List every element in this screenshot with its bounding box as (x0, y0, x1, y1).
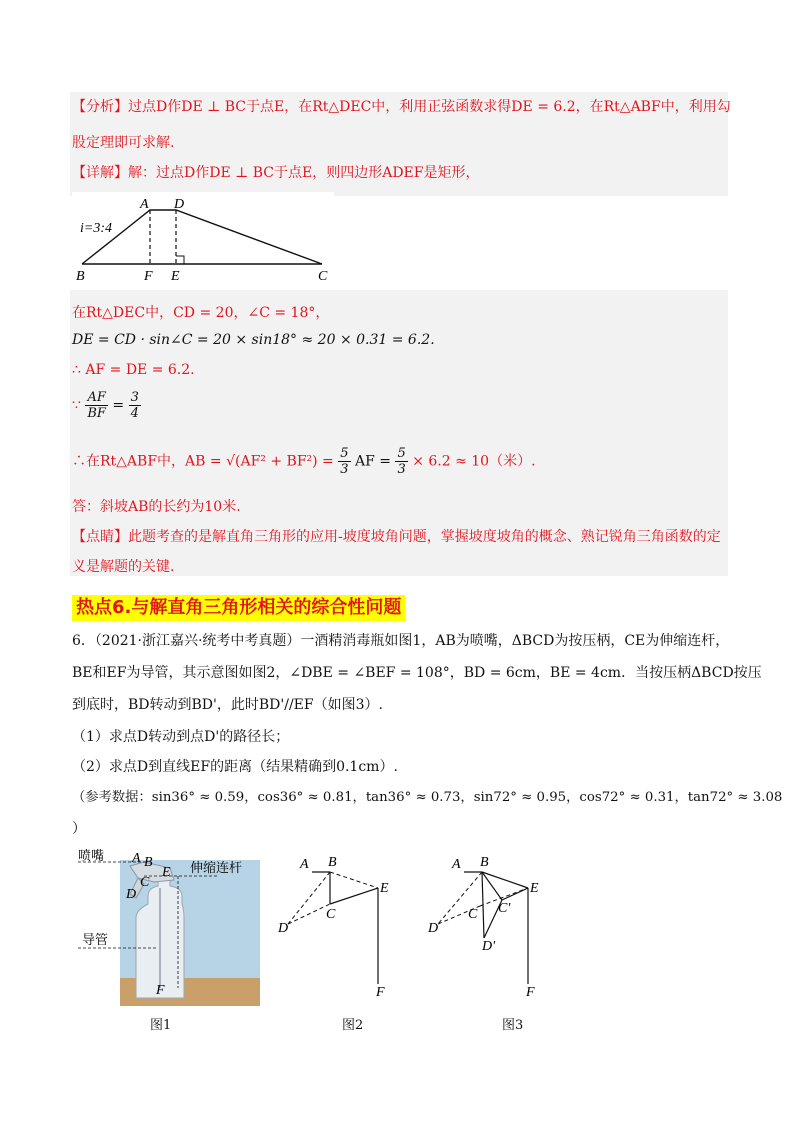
trapezoid-figure (72, 192, 334, 284)
trap-label-F: F (144, 269, 153, 284)
comment-line-2: 义是解题的关键. (72, 559, 175, 575)
frac-4: 4 (130, 406, 139, 421)
analysis-line-2: 股定理即可求解. (72, 135, 175, 151)
trap-label-A: A (140, 197, 149, 212)
fig3-label-C: C (468, 907, 478, 922)
fig3-label-A: A (452, 857, 461, 872)
fig1-label-E: E (162, 865, 171, 880)
fig3-label-B: B (480, 855, 489, 870)
frac-5a: 5 (340, 446, 349, 461)
figure-2-caption: 图2 (342, 1018, 364, 1033)
question-1: （1）求点D转动到点D'的路径长； (72, 729, 290, 745)
frac-5-3-b (395, 446, 407, 477)
frac-af: AF (85, 390, 108, 406)
answer-line: 答：斜坡AB的长约为10米. (72, 499, 241, 515)
figure-1-bottle (78, 848, 278, 1008)
trap-label-B: B (76, 269, 85, 284)
problem-line-3: 到底时，BD转动到BD'，此时BD'//EF（如图3）. (72, 697, 383, 713)
frac-af-bf (85, 390, 108, 421)
section-title: 热点6.与解直角三角形相关的综合性问题 (72, 595, 405, 621)
step-4-eq: = (112, 397, 125, 414)
fig3-label-C-prime: C' (498, 901, 511, 916)
step-4 (72, 390, 141, 421)
slope-label: i=3:4 (80, 221, 112, 236)
step-5 (72, 446, 536, 477)
fig2-label-E: E (380, 881, 389, 896)
figure-2-diagram (272, 852, 402, 1002)
fig1-label-F: F (156, 983, 165, 998)
fig3-label-D-prime: D' (482, 939, 496, 954)
step-1: 在Rt△DEC中，CD = 20，∠C = 18°， (72, 305, 330, 321)
analysis-line-1: 【分析】过点D作DE ⊥ BC于点E，在Rt△DEC中，利用正弦函数求得DE = 6.2，在Rt△ABF中，利用勾 (72, 99, 731, 115)
figure-3-caption: 图3 (502, 1018, 524, 1033)
trap-label-D: D (174, 197, 185, 212)
frac-3-4 (129, 390, 141, 421)
problem-line-2: BE和EF为导管，其示意图如图2，∠DBE = ∠BEF = 108°，BD = 6cm，BE = 4cm．当按压柄ΔBCD按压 (72, 665, 762, 681)
fig1-label-B: B (144, 855, 153, 870)
figure-1-caption: 图1 (150, 1018, 172, 1033)
step-5-tail: × 6.2 ≈ 10（米）. (412, 453, 536, 470)
step-5-mid: AF = (354, 453, 391, 470)
step-3: ∴ AF = DE = 6.2. (72, 362, 195, 378)
because-symbol: ∵ (72, 397, 81, 414)
fig1-label-A: A (132, 851, 141, 866)
trap-label-C: C (318, 269, 328, 284)
reference-data-end: ） (72, 821, 86, 837)
fig1-tube-label: 导管 (82, 933, 109, 948)
figure-3-diagram (422, 852, 562, 1002)
problem-line-1: 6．（2021·浙江嘉兴·统考中考真题）一酒精消毒瓶如图1，AB为喷嘴，ΔBCD为按压柄，CE为伸缩连杆， (72, 633, 730, 649)
fig1-label-D: D (126, 887, 137, 902)
frac-3a: 3 (340, 462, 349, 477)
fig3-label-F: F (526, 985, 535, 1000)
frac-3: 3 (130, 390, 139, 405)
fig1-rod-label: 伸缩连杆 (190, 861, 243, 876)
detail-intro: 【详解】解：过点D作DE ⊥ BC于点E，则四边形ADEF是矩形， (72, 165, 480, 181)
fig2-label-B: B (328, 855, 337, 870)
fig1-nozzle-label: 喷嘴 (78, 849, 105, 864)
fig1-label-C: C (140, 875, 150, 890)
trap-label-E: E (171, 269, 180, 284)
fig3-label-E: E (530, 881, 539, 896)
frac-3b: 3 (397, 462, 406, 477)
frac-5-3-a (338, 446, 350, 477)
step-2: DE = CD · sin∠C = 20 × sin18° ≈ 20 × 0.31 = 6.2. (72, 332, 435, 348)
fig2-label-F: F (376, 985, 385, 1000)
step-5-prefix: ∴在Rt△ABF中，AB = √(AF² + BF²) = (72, 453, 334, 470)
frac-bf: BF (87, 406, 106, 421)
question-2: （2）求点D到直线EF的距离（结果精确到0.1cm）. (72, 759, 398, 775)
fig2-label-A: A (300, 857, 309, 872)
reference-data: （参考数据：sin36° ≈ 0.59，cos36° ≈ 0.81，tan36° ≈ 0.73，sin72° ≈ 0.95，cos72° ≈ 0.31，tan72° ≈ 3.08 (72, 790, 783, 805)
fig2-label-D: D (278, 921, 289, 936)
fig2-label-C: C (326, 907, 336, 922)
fig3-label-D: D (428, 921, 439, 936)
comment-line-1: 【点睛】此题考查的是解直角三角形的应用-坡度坡角问题，掌握坡度坡角的概念、熟记锐角三角函数的定 (72, 529, 721, 545)
frac-5b: 5 (397, 446, 406, 461)
